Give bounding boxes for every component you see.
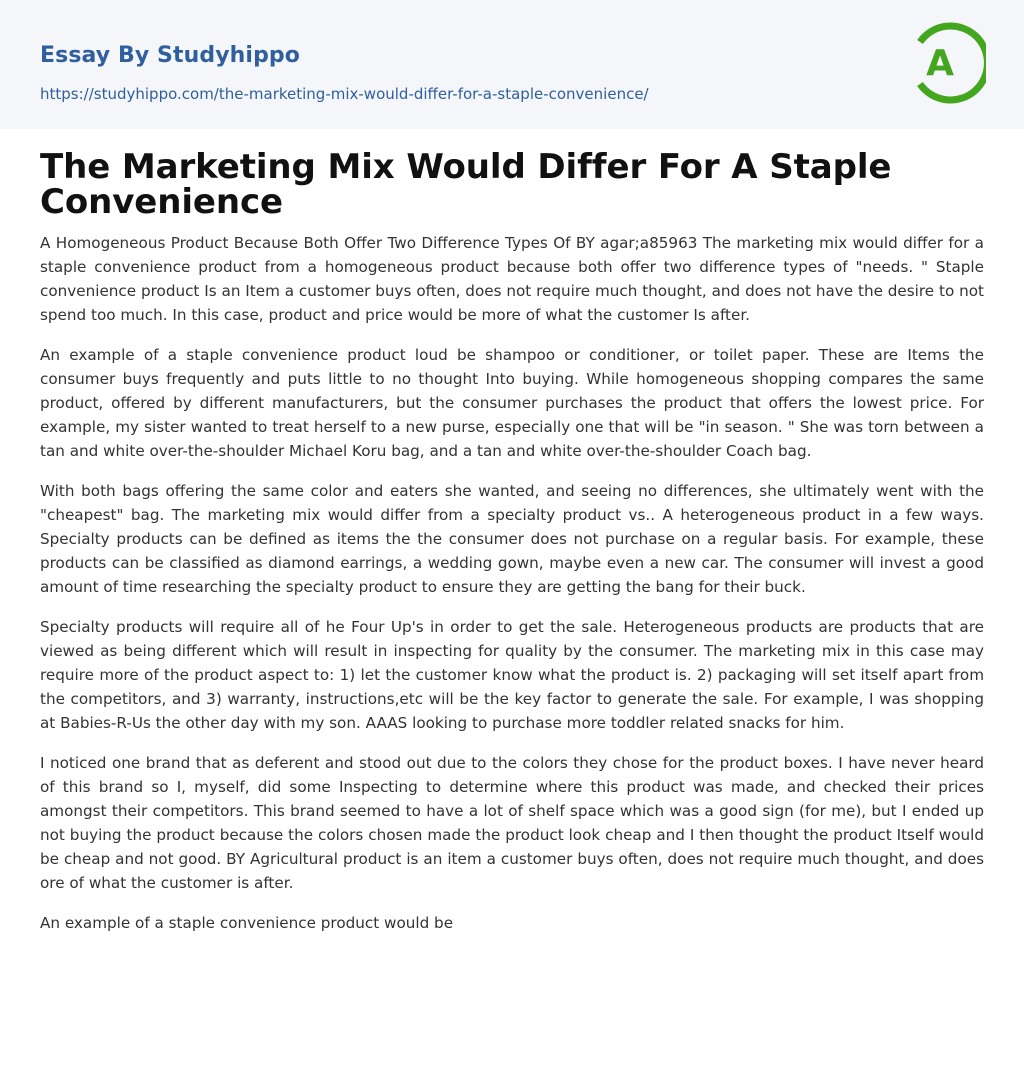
essay-paragraph: Specialty products will require all of he Four Up's in order to get the sale. Heterogeneous products are products that are viewed as being different which will result in inspecting for quality by the consumer. The marketing mix in this case may require more of the product aspect to: 1) let the customer know what the product is. 2) packaging will set itself apart from the competitors, and 3) warranty, instructions,etc will be the key factor to generate the sale. For example, I was shopping at Babies-R-Us the other day with my son. AAAS looking to purchase more toddler related snacks for him. [40,618,984,732]
studyhippo-logo-icon[interactable] [912,20,986,106]
essay-body [40,231,984,935]
essay-paragraph: With both bags offering the same color and eaters she wanted, and seeing no differences, she ultimately went with the "cheapest" bag. The marketing mix would differ from a specialty product vs.. A heterogeneous product in a few ways. Specialty products can be defined as items the the consumer does not purchase on a regular basis. For example, these products can be classified as diamond earrings, a wedding gown, maybe even a new car. The consumer will invest a good amount of time researching the specialty product to ensure they are getting the bang for their buck. [40,482,984,596]
article-url-link[interactable]: https://studyhippo.com/the-marketing-mix-would-differ-for-a-staple-convenience/ [40,85,649,103]
essay-paragraph: An example of a staple convenience product loud be shampoo or conditioner, or toilet paper. These are Items the consumer buys frequently and puts little to no thought Into buying. While homogeneous shopping compares the same product, offered by different manufacturers, but the consumer purchases the product that offers the lowest price. For example, my sister wanted to treat herself to a new purse, especially one that will be "in season. " She was torn between a tan and white over-the-shoulder Michael Koru bag, and a tan and white over-the-shoulder Coach bag. [40,346,984,460]
essay-paragraph: I noticed one brand that as deferent and stood out due to the colors they chose for the product boxes. I have never heard of this brand so I, myself, did some Inspecting to determine where this product was made, and checked their prices amongst their competitors. This brand seemed to have a lot of shelf space which was a good sign (for me), but I ended up not buying the product because the colors chosen made the product look cheap and I then thought the product Itself would be cheap and not good. BY Agricultural product is an item a customer buys often, does not require much thought, and does ore of what the customer is after. [40,754,984,892]
logo-letter: A [926,43,954,84]
article-main [0,147,1024,935]
brand-title[interactable]: Essay By Studyhippo [40,43,300,68]
page-title: The Marketing Mix Would Differ For A Staple Convenience [40,147,892,222]
essay-paragraph: A Homogeneous Product Because Both Offer Two Difference Types Of BY agar;a85963 The marketing mix would differ for a staple convenience product from a homogeneous product because both offer two difference types of "needs. " Staple convenience product Is an Item a customer buys often, does not require much thought, and does not have the desire to not spend too much. In this case, product and price would be more of what the customer Is after. [40,234,984,324]
essay-paragraph: An example of a staple convenience product would be [40,914,454,932]
site-header [0,0,1024,129]
